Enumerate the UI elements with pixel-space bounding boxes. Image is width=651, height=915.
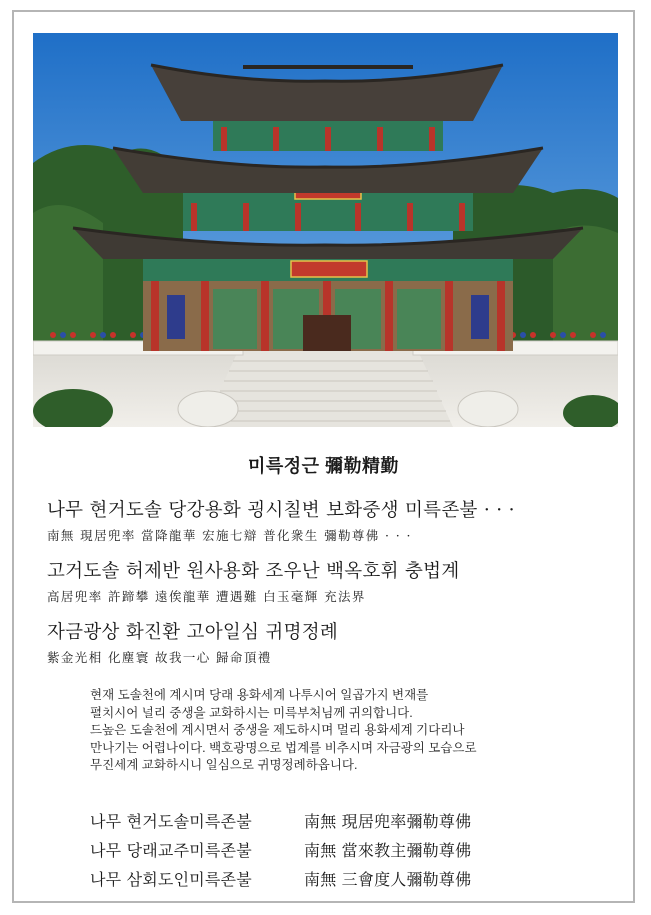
chant-line-3-hanja: 紫金光相 化塵寰 故我一心 歸命頂禮 (47, 650, 272, 665)
chant-line-1-korean: 나무 현거도솔 당강용화 굉시칠변 보화중생 미륵존불 · · · (47, 500, 515, 521)
description-line: 무진세계 교화하시니 일심으로 귀명정례하옵니다. (90, 758, 358, 773)
chant-line-2-hanja: 高居兜率 許蹄攀 遠俟龍華 遭遇難 白玉毫輝 充法界 (47, 589, 366, 604)
chant-line-2-korean: 고거도솔 허제반 원사용화 조우난 백옥호휘 충법계 (47, 561, 460, 582)
refrain-korean: 나무 당래교주미륵존불 (90, 841, 252, 860)
refrain-line-2 (90, 838, 471, 861)
refrain-korean: 나무 현거도솔미륵존불 (90, 812, 252, 831)
description-line: 현재 도솔천에 계시며 당래 용화세계 나투시어 일곱가지 변재를 (90, 688, 429, 702)
refrain-line-3 (90, 867, 471, 890)
refrain-hanja: 南無 現居兜率彌勒尊佛 (304, 812, 472, 831)
chant-line-1-hanja: 南無 現居兜率 當降龍華 宏施七辯 普化衆生 彌勒尊佛 · · · (47, 528, 412, 543)
description-line: 드높은 도솔천에 계시면서 중생을 제도하시며 멀리 용화세계 기다리나 (90, 723, 465, 738)
description-line: 펼치시어 널리 중생을 교화하시는 미륵부처님께 귀의합니다. (90, 705, 413, 720)
refrain-line-1 (90, 809, 471, 832)
page-title: 미륵정근 彌勒精勤 (247, 456, 400, 476)
refrain-korean: 나무 삼회도인미륵존불 (90, 870, 252, 889)
page-frame (12, 10, 635, 903)
temple-photo (33, 33, 618, 427)
description-paragraph (90, 687, 550, 775)
description-line: 만나기는 어렵나이다. 백호광명으로 법계를 비추시며 자금광의 모습으로 (90, 740, 477, 755)
chant-line-3-korean: 자금광상 화진환 고아일심 귀명정례 (47, 622, 339, 643)
refrain-hanja: 南無 三會度人彌勒尊佛 (304, 870, 472, 889)
refrain-hanja: 南無 當來教主彌勒尊佛 (304, 841, 472, 860)
